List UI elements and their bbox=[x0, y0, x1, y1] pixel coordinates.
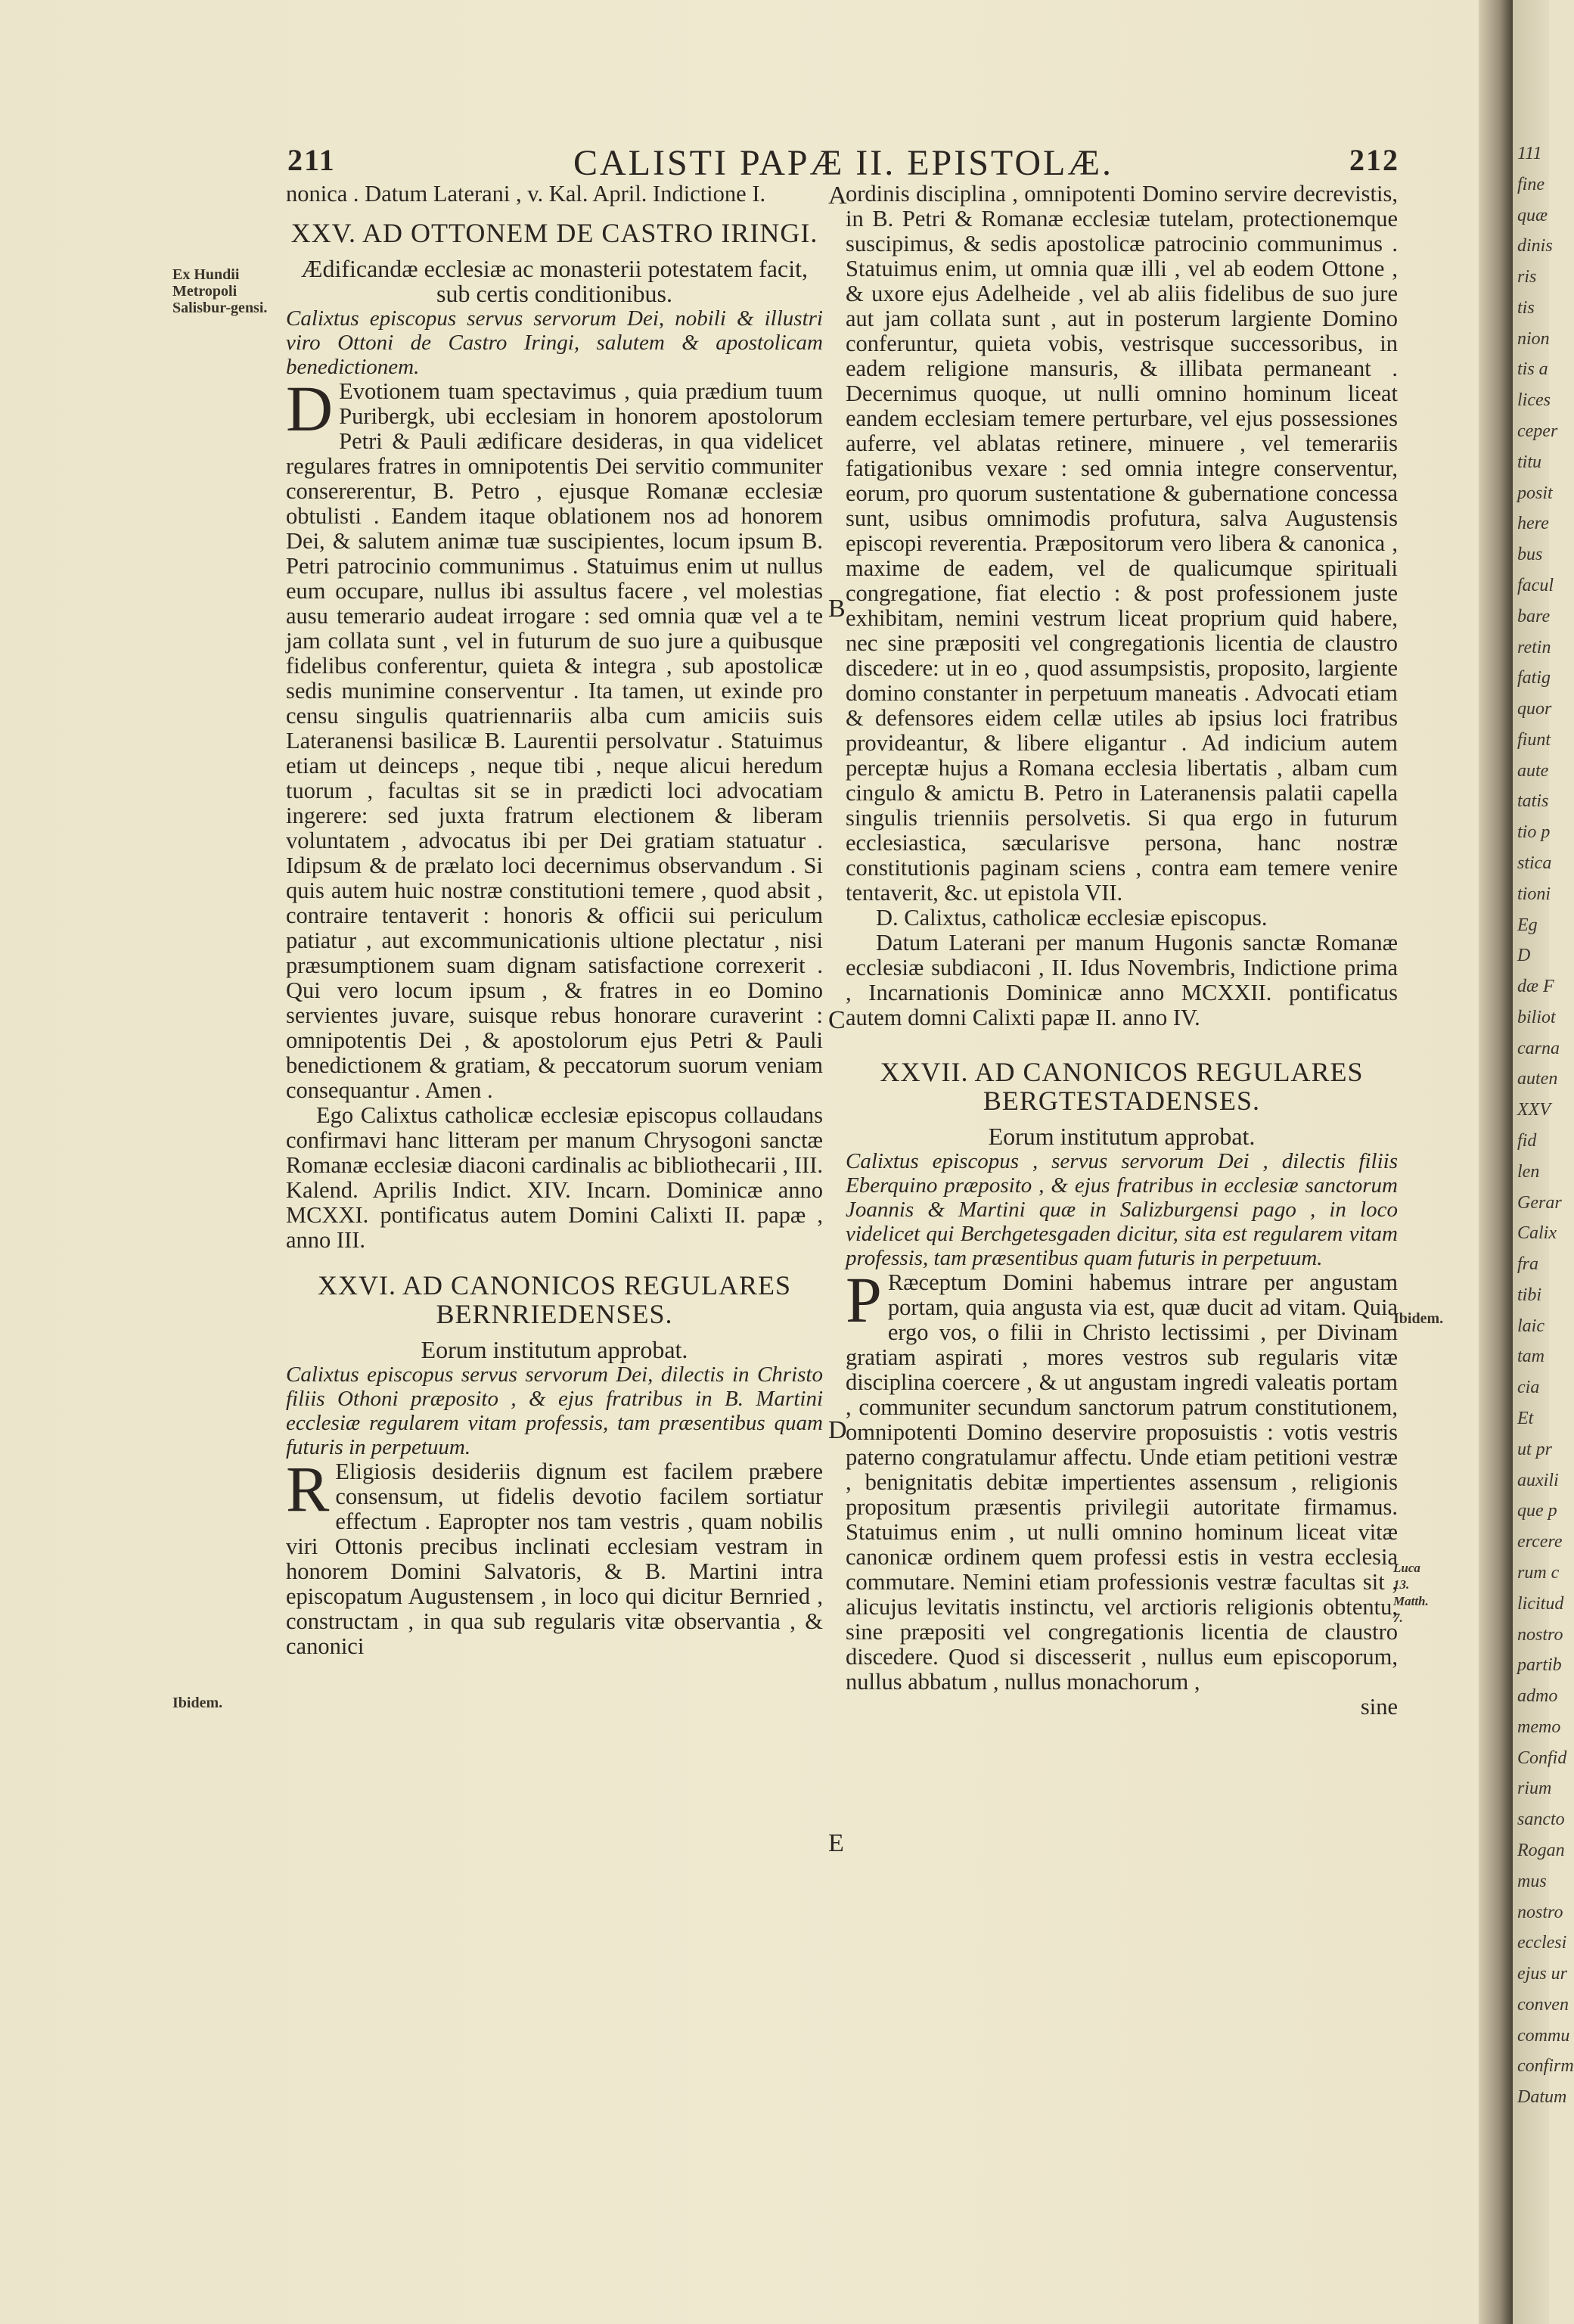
adjacent-page-fragment: ecclesi bbox=[1517, 1933, 1567, 1953]
letter-25-heading: XXV. AD OTTONEM DE CASTRO IRINGI. bbox=[290, 218, 818, 248]
section-letter-c: C bbox=[828, 1006, 846, 1034]
margin-note-source: Ex Hundii Metropoli Salisbur-gensi. bbox=[172, 266, 268, 316]
adjacent-page-fragment: tam bbox=[1517, 1347, 1545, 1367]
adjacent-page-fragment: carna bbox=[1517, 1038, 1560, 1058]
adjacent-page-fragment: nostro bbox=[1517, 1902, 1563, 1922]
adjacent-page-fragment: ejus ur bbox=[1517, 1964, 1567, 1984]
running-title: CALISTI PAPÆ II. EPISTOLÆ. bbox=[573, 143, 1114, 183]
adjacent-page-fragment: auten bbox=[1517, 1069, 1558, 1089]
adjacent-page-fragment: tis bbox=[1517, 297, 1535, 318]
adjacent-page-fragment: fiunt bbox=[1517, 729, 1551, 750]
letter-27-heading: XXVII. AD CANONICOS REGULARES BERGTESTADENSES. bbox=[880, 1057, 1364, 1116]
datum: Datum Laterani per manum Hugonis sanctæ Romanæ ecclesiæ subdiaconi , II. Idus Novembris, Indictione prima , Incarnationis Dominicæ anno MCXXII. pontificatus autem domni Calixti papæ II. anno IV. bbox=[846, 930, 1398, 1030]
right-column bbox=[846, 182, 1398, 1720]
adjacent-page-fragment: D bbox=[1517, 946, 1531, 966]
letter-25-subscription: Ego Calixtus catholicæ ecclesiæ episcopus collaudans confirmavi hanc litteram per manum Chrysogoni sanctæ Romanæ ecclesiæ diaconi cardinalis ac bibliothecarii , III. Kalend. Aprilis Indict. XIV. Incarn. Dominicæ anno MCXXI. pontificatus autem Domini Calixti II. papæ , anno III. bbox=[286, 1102, 823, 1253]
letter-27-text: Ræceptum Domini habemus intrare per angustam portam, quia angusta via est, quæ ducit ad vitam. Quia ergo vos, o filii in Christo lectissimi , per Divinam gratiam aspirati , mores vestros sub regularis vitæ disciplina coercere , & ut angustam ingredi valeatis portam , communiter secundum sanctorum patrum constitutionem, omnipotenti Domino deservire proposuistis : votis vestris paterno congratulamur affectu. Unde etiam petitioni vestræ , benignitatis debitæ impertientes assensum , religionis propositum præsentis privilegii autoritate firmamus. Statuimus enim , ut nulli omnino hominum liceat vitæ canonicæ ordinem quem professi estis in vestra ecclesia commutare. Nemini etiam professionis vestræ facultas sit , alicujus levitatis instinctu, vel arctioris religionis obtentu, sine præpositi vel congregationis licentia de claustro discedere. Quod si discesserit , nullus eum episcoporum, nullus abbatum , nullus monachorum , bbox=[846, 1269, 1398, 1695]
adjacent-page-fragment: len bbox=[1517, 1161, 1540, 1182]
adjacent-page-fragment: confirm bbox=[1517, 2056, 1574, 2077]
adjacent-page-fragment: memo bbox=[1517, 1717, 1561, 1737]
letter-27-inscription: Calixtus episcopus , servus servorum Dei , dilectis filiis Eberquino præposito , & ejus fratribus in ecclesiæ sanctorum Joannis & Martini quæ in Salizburgensi pago , in loco videlicet qui Berchgetesgaden dicitur, sita est regularem vitam professis, tam præsentibus quam futuris in perpetuum. bbox=[846, 1149, 1398, 1270]
letter-25-inscription: Calixtus episcopus servus servorum Dei, nobili & illustri viro Ottoni de Castro Iringi, salutem & apostolicam benedictionem. bbox=[286, 306, 823, 379]
catchword: sine bbox=[1360, 1694, 1398, 1720]
adjacent-page-fragment: ceper bbox=[1517, 421, 1558, 442]
adjacent-page-fragment: tatis bbox=[1517, 791, 1549, 812]
adjacent-page-fragment: lices bbox=[1517, 390, 1551, 411]
letter-26-body bbox=[286, 1452, 823, 1659]
adjacent-page-fragment: quor bbox=[1517, 699, 1552, 719]
margin-note-scripture: Luca 13. Matth. 7. bbox=[1393, 1561, 1429, 1625]
adjacent-page-fragment: conven bbox=[1517, 1994, 1569, 2015]
signature: D. Calixtus, catholicæ ecclesiæ episcopus. bbox=[876, 905, 1268, 931]
page-header bbox=[287, 142, 1399, 183]
adjacent-page-fragment: ut pr bbox=[1517, 1439, 1553, 1459]
adjacent-page-fragment: fra bbox=[1517, 1254, 1539, 1275]
adjacent-page-fragment: bare bbox=[1517, 606, 1551, 626]
margin-note-ibidem: Ibidem. bbox=[172, 1695, 223, 1711]
letter-26-heading: XXVI. AD CANONICOS REGULARES BERNRIEDENSES. bbox=[317, 1270, 792, 1329]
adjacent-page-fragment: partib bbox=[1517, 1655, 1562, 1676]
left-column bbox=[286, 182, 823, 1659]
adjacent-page-fragment: stica bbox=[1517, 853, 1552, 873]
right-page-number: 212 bbox=[1349, 143, 1399, 177]
adjacent-page-fragment: biliot bbox=[1517, 1007, 1556, 1027]
adjacent-page-fragment: Confid bbox=[1517, 1748, 1567, 1768]
adjacent-page-fragment: mus bbox=[1517, 1871, 1547, 1891]
adjacent-page-fragment: auxili bbox=[1517, 1470, 1559, 1490]
section-letter-b: B bbox=[828, 595, 846, 623]
letter-25-body bbox=[286, 372, 823, 1103]
adjacent-page-fragment: posit bbox=[1517, 483, 1553, 503]
adjacent-page-fragment: fid bbox=[1517, 1131, 1537, 1151]
adjacent-page-fragment: que p bbox=[1517, 1501, 1557, 1521]
adjacent-page-fragment: fine bbox=[1517, 174, 1545, 194]
adjacent-page-fragment: laic bbox=[1517, 1316, 1545, 1336]
adjacent-page-fragment: Gerar bbox=[1517, 1192, 1562, 1213]
adjacent-page-fragment: sancto bbox=[1517, 1810, 1565, 1830]
adjacent-page-fragment: cia bbox=[1517, 1378, 1540, 1398]
adjacent-page-fragment: Eg bbox=[1517, 915, 1538, 935]
adjacent-page-fragment: nostro bbox=[1517, 1624, 1563, 1645]
letter-26-inscription: Calixtus episcopus servus servorum Dei, dilectis in Christo filiis Othoni præposito , & ejus fratribus in B. Martini ecclesiæ regularem vitam professis, tam præsentibus quam futuris in perpetuum. bbox=[286, 1362, 823, 1459]
adjacent-page-fragment: nion bbox=[1517, 328, 1550, 349]
section-letter-e: E bbox=[828, 1829, 844, 1857]
book-gutter bbox=[1479, 0, 1513, 2324]
adjacent-page-fragment: retin bbox=[1517, 637, 1551, 657]
adjacent-page-fragment: commu bbox=[1517, 2025, 1570, 2046]
left-page-number: 211 bbox=[287, 143, 336, 177]
adjacent-page-fragment: Rogan bbox=[1517, 1840, 1565, 1860]
adjacent-page-fragment: tibi bbox=[1517, 1285, 1542, 1305]
adjacent-page-fragment: 111 bbox=[1517, 144, 1542, 163]
letter-27-body bbox=[846, 1263, 1398, 1695]
letter-26-text: Eligiosis desideriis dignum est facilem præbere consensum, ut fidelis devotio facilem sortiatur effectum . Eapropter nos tam vestris , quam nobilis viri Ottonis precibus inclinati ecclesiam vestram in honorem Domini Salvatoris, & B. Martini intra episcopatum Augustensem , in loco qui dicitur Bernried , constructam , in qua sub regularis vitæ observantia , & canonici bbox=[286, 1459, 823, 1659]
dropcap: D bbox=[286, 372, 334, 445]
dropcap: R bbox=[286, 1452, 330, 1525]
letter-26-summary: Eorum institutum approbat. bbox=[421, 1336, 688, 1363]
adjacent-page-fragment: XXV bbox=[1517, 1100, 1551, 1120]
adjacent-page-fragment: licitud bbox=[1517, 1593, 1564, 1614]
margin-note-ibidem: Ibidem. bbox=[1393, 1310, 1444, 1327]
adjacent-page-fragment: tio p bbox=[1517, 822, 1551, 843]
dropcap: P bbox=[846, 1263, 882, 1336]
adjacent-page-fragment: here bbox=[1517, 514, 1549, 534]
adjacent-page-fragment: aute bbox=[1517, 760, 1549, 781]
opening-text: nonica . Datum Laterani , v. Kal. April. Indictione I. bbox=[286, 181, 766, 207]
adjacent-page-fragment: dæ F bbox=[1517, 977, 1554, 997]
section-letter-a: A bbox=[828, 182, 847, 210]
letter-27-summary: Eorum institutum approbat. bbox=[988, 1123, 1256, 1150]
adjacent-page-fragment: Datum bbox=[1517, 2087, 1567, 2108]
adjacent-page-fragment: facul bbox=[1517, 575, 1554, 595]
letter-26-continuation: ordinis disciplina , omnipotenti Domino servire decrevistis, in B. Petri & Romanæ ecclesiæ tutelam, protectionemque suscipimus, & sedis apostolicæ patrocinio communimus . Statuimus enim, ut omnia quæ illi , vel ab eodem Ottone , & uxore ejus Adelheide , vel ab aliis fidelibus de suo jure aut jam collata sunt , aut in posterum largiente Domino conferuntur, quieta vobis, vestrisque successoribus, in eadem religione mansuris, & illibata permaneant . Decernimus quoque, ut nulli omnino hominum liceat eandem ecclesiam temere perturbare, vel ejus possessiones auferre, vel ablatas retinere, minuere , vel temerariis fatigationibus vexare : sed omnia integre conserventur, eorum, pro quorum sustentatione & gubernatione concessa sunt, usibus omnimodis profutura, salva Augustensis episcopi reverentia. Præpositorum vero libera & canonica , maxime de eadem, vel de qualicumque spirituali congregatione, fiat electio : & post professionem juste exhibitam, nemini vestrum liceat proprium quid habere, nec sine præpositi vel congregationis licentia de claustro discedere: ut in eo , quod assumpsistis, proposito, largiente domino constanter in perpetuum maneatis . Advocati etiam & defensores eidem cellæ utiles ab ipsius loci fratribus provideantur, & libere eligantur . Ad indicium autem perceptæ hujus a Romana ecclesia libertatis , albam cum cingulo & amictu B. Petro in Lateranensis palatii capella singulis trienniis persolvetis. Si qua ergo in futurum ecclesiastica, sæcularisve persona, hanc nostræ constitutionis paginam sciens , contra eam temere venire tentaverit, &c. ut epistola VII. bbox=[846, 181, 1398, 906]
adjacent-page-fragment: bus bbox=[1517, 545, 1543, 565]
adjacent-page-fragment: quæ bbox=[1517, 205, 1548, 225]
adjacent-page-fragment: titu bbox=[1517, 452, 1542, 472]
adjacent-page-fragment: tis a bbox=[1517, 359, 1548, 380]
adjacent-page-fragment: rium bbox=[1517, 1779, 1552, 1799]
adjacent-page-fragment: rum c bbox=[1517, 1562, 1560, 1583]
adjacent-page-fragment: Calix bbox=[1517, 1223, 1557, 1244]
adjacent-page-edge bbox=[1513, 0, 1574, 2324]
letter-25-text: Evotionem tuam spectavimus , quia prædium tuum Puribergk, ubi ecclesiam in honorem apostolorum Petri & Pauli ædificare desideras, in qua videlicet regulares fratres in omnipotentis Dei servitio communiter consererentur, B. Petro , ejusque Romanæ ecclesiæ obtulisti . Eandem itaque oblationem nos ad honorem Dei, & salutem animæ tuæ suscipientes, locum ipsum B. Petri patrocinio communimus . Statuimus enim ut nullus eum occupare, nullus ibi assultus facere , vel molestias ausu temerario audeat irrogare : sed omnia quæ vel a te jam collata sunt , vel in futurum de suo jure a quibusque fidelibus conferentur, quieta & integra , sub apostolicæ sedis munimine conserventur . Ita tamen, ut exinde pro censu singulis quatriennariis alba cum amiciis suis Lateranensi basilicæ B. Laurentii persolvatur . Statuimus etiam ut deinceps , neque tibi , neque alicui heredum tuorum , facultas sit se in prædicti loci advocatiam ingerere: sed juxta fratrum electionem & liberam voluntatem , advocatus ibi per Dei gratiam statuatur . Idipsum & de prælato loci decernimus observandum . Si quis autem huic nostræ constitutioni temere , quod absit , contraire tentaverit : honoris & officii sui periculum patiatur , aut excommunicationis ultione plectatur , nisi præsumptionem suam dignam satisfactione correxerit . Qui vero locum ipsum , & fratres in eo Domino servientes juvare, suisque rebus honorare curaverint : omnipotentis Dei , & apostolorum ejus Petri & Pauli benedictionem & gratiam, & peccatorum suorum veniam consequantur . Amen . bbox=[286, 378, 823, 1103]
adjacent-page-fragment: ercere bbox=[1517, 1532, 1563, 1552]
adjacent-page-fragment: admo bbox=[1517, 1686, 1558, 1707]
letter-25-summary: Ædificandæ ecclesiæ ac monasterii potestatem facit, sub certis conditionibus. bbox=[301, 255, 808, 307]
adjacent-page-fragment: dinis bbox=[1517, 236, 1553, 256]
section-letter-d: D bbox=[828, 1416, 847, 1444]
adjacent-page-fragment: tioni bbox=[1517, 884, 1551, 904]
adjacent-page-fragment: fatig bbox=[1517, 668, 1551, 688]
adjacent-page-fragment: ris bbox=[1517, 267, 1537, 287]
adjacent-page-fragment: Et bbox=[1517, 1409, 1534, 1429]
